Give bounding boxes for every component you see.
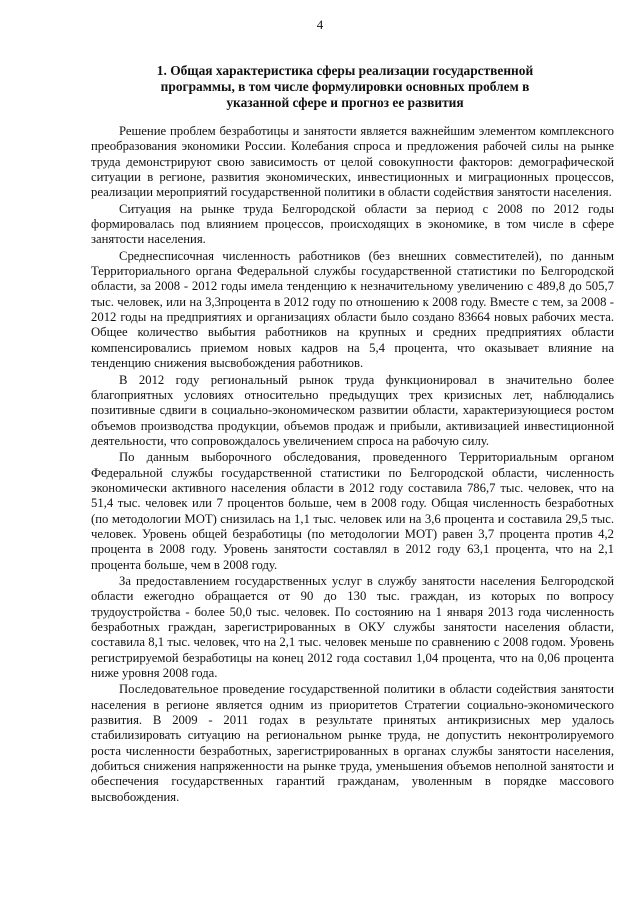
- paragraph: За предоставлением государственных услуг в службу занятости населения Белгородской области ежегодно обращается от 90 до 130 тыс. граждан, из которых по вопросу трудоустройства - более 50,0 тыс. человек. По состоянию на 1 января 2013 года численность безработных граждан, зарегистрированных в ОКУ службы занятости населения области, составила 8,1 тыс. человек, что на 2,1 тыс. человек меньше по сравнению с 2008 годом. Уровень регистрируемой безработицы на конец 2012 года составил 1,04 процента, что на 0,06 процента ниже уровня 2008 года.: [91, 573, 614, 681]
- document-body: [91, 124, 614, 806]
- paragraph: В 2012 году региональный рынок труда функционировал в значительно более благоприятных условиях относительно предыдущих трех кризисных лет, наблюдались позитивные сдвиги в социально-экономическом развитии области, характеризующиеся ростом объемов производства продукции, объемов продаж и прибыли, активизацией инвестиционной деятельности, что сопровождалось увеличением спроса на рабочую силу.: [91, 372, 614, 448]
- page-number: 4: [316, 17, 324, 32]
- paragraph: Среднесписочная численность работников (без внешних совместителей), по данным Территориального органа Федеральной службы государственной статистики по Белгородской области, за 2008 - 2012 годы имела тенденцию к незначительному увеличению с 489,8 до 505,7 тыс. человек, или на 3,3процента в 2012 году по отношению к 2008 году. Вместе с тем, за 2008 - 2012 годы на предприятиях и организациях области было создано 83664 новых рабочих места. Общее количество выбытия работников на крупных и средних предприятиях области компенсировались приемом новых кадров на 5,4 процента, что оказывает влияние на тенденцию снижения высвобождения работников.: [91, 248, 614, 371]
- paragraph: Ситуация на рынке труда Белгородской области за период с 2008 по 2012 годы формировалась под влиянием процессов, происходящих в экономике, в том числе в сфере занятости населения.: [91, 201, 614, 247]
- paragraph: По данным выборочного обследования, проведенного Территориальным органом Федеральной службы государственной статистики по Белгородской области, численность экономически активного населения области в 2012 году составила 786,7 тыс. человек, что на 51,4 тыс. человек или 7 процентов больше, чем в 2008 году. Общая численность безработных (по методологии МОТ) снизилась на 1,1 тыс. человек или на 3,6 процента и составила 29,5 тыс. человек. Уровень общей безработицы (по методологии МОТ) равен 3,7 процента против 4,2 процента в 2008 году. Уровень занятости составлял в 2012 году 63,1 процента, что на 2,1 процента больше, чем в 2008 году.: [91, 450, 614, 572]
- paragraph: Решение проблем безработицы и занятости является важнейшим элементом комплексного преобразования экономики России. Колебания спроса и предложения рабочей силы на рынке труда демонстрируют свою зависимость от целой совокупности факторов: демографической ситуации в регионе, развития экономических, инвестиционных и миграционных процессов, реализации мероприятий государственной политики в области содействия занятости населения.: [91, 124, 614, 200]
- section-heading: 1. Общая характеристика сферы реализации государственной программы, в том числе формулировки основных проблем в указанной сфере и прогноз ее развития: [156, 63, 534, 111]
- paragraph: Последовательное проведение государственной политики в области содействия занятости населения в регионе является одним из приоритетов Стратегии социально-экономического развития. В 2009 - 2011 годах в результате принятых антикризисных мер удалось стабилизировать ситуацию на региональном рынке труда, не допустить неконтролируемого роста численности безработных, зарегистрированных в органах службы занятости населения, добиться снижения напряженности на рынке труда, уменьшения объемов неполной занятости и обеспечения государственных гарантий гражданам, уволенным в порядке массового высвобождения.: [91, 682, 614, 804]
